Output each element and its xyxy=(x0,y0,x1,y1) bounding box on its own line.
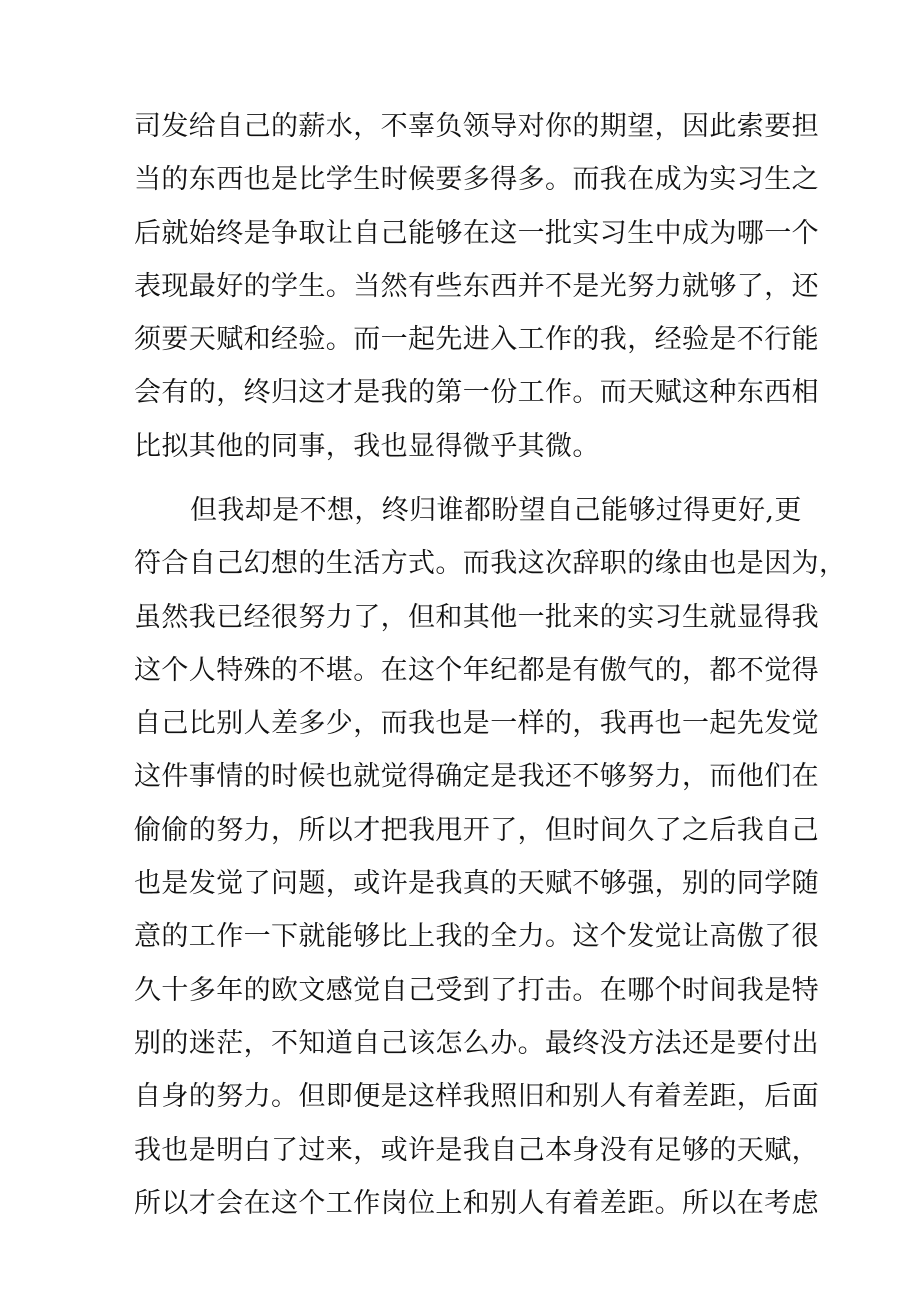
text-line: 我也是明白了过来，或许是我自己本身没有足够的天赋， xyxy=(134,1134,819,1166)
text-line: 这件事情的时候也就觉得确定是我还不够努力，而他们在 xyxy=(134,761,819,793)
text-line: 这个人特殊的不堪。在这个年纪都是有傲气的，都不觉得 xyxy=(134,654,819,686)
text-line: 意的工作一下就能够比上我的全力。这个发觉让高傲了很 xyxy=(134,921,819,953)
text-line: 也是发觉了问题，或许是我真的天赋不够强，别的同学随 xyxy=(134,868,819,900)
text-line: 须要天赋和经验。而一起先进入工作的我，经验是不行能 xyxy=(134,324,819,356)
text-line: 司发给自己的薪水，不辜负领导对你的期望，因此索要担 xyxy=(134,111,819,142)
paragraph-1 xyxy=(134,100,819,473)
text-line: 所以才会在这个工作岗位上和别人有着差距。所以在考虑 xyxy=(134,1187,819,1219)
paragraph-2 xyxy=(134,484,847,1230)
text-line: 当的东西也是比学生时候要多得多。而我在成为实习生之 xyxy=(134,164,819,196)
text-line: 但我却是不想，终归谁都盼望自己能够过得更好,更 xyxy=(190,495,802,526)
text-line: 会有的，终归这才是我的第一份工作。而天赋这种东西相 xyxy=(134,377,819,409)
text-line: 别的迷茫，不知道自己该怎么办。最终没方法还是要付出 xyxy=(134,1027,819,1059)
text-line: 自己比别人差多少，而我也是一样的，我再也一起先发觉 xyxy=(134,708,819,740)
text-line: 后就始终是争取让自己能够在这一批实习生中成为哪一个 xyxy=(134,217,819,249)
text-line: 符合自己幻想的生活方式。而我这次辞职的缘由也是因为， xyxy=(134,548,847,580)
text-line: 虽然我已经很努力了，但和其他一批来的实习生就显得我 xyxy=(134,601,819,633)
text-line: 表现最好的学生。当然有些东西并不是光努力就够了，还 xyxy=(134,270,819,302)
text-line: 自身的努力。但即便是这样我照旧和别人有着差距，后面 xyxy=(134,1081,819,1113)
text-line: 偷偷的努力，所以才把我甩开了，但时间久了之后我自己 xyxy=(134,814,819,846)
text-line: 比拟其他的同事，我也显得微乎其微。 xyxy=(134,430,600,462)
text-line: 久十多年的欧文感觉自己受到了打击。在哪个时间我是特 xyxy=(134,974,819,1006)
